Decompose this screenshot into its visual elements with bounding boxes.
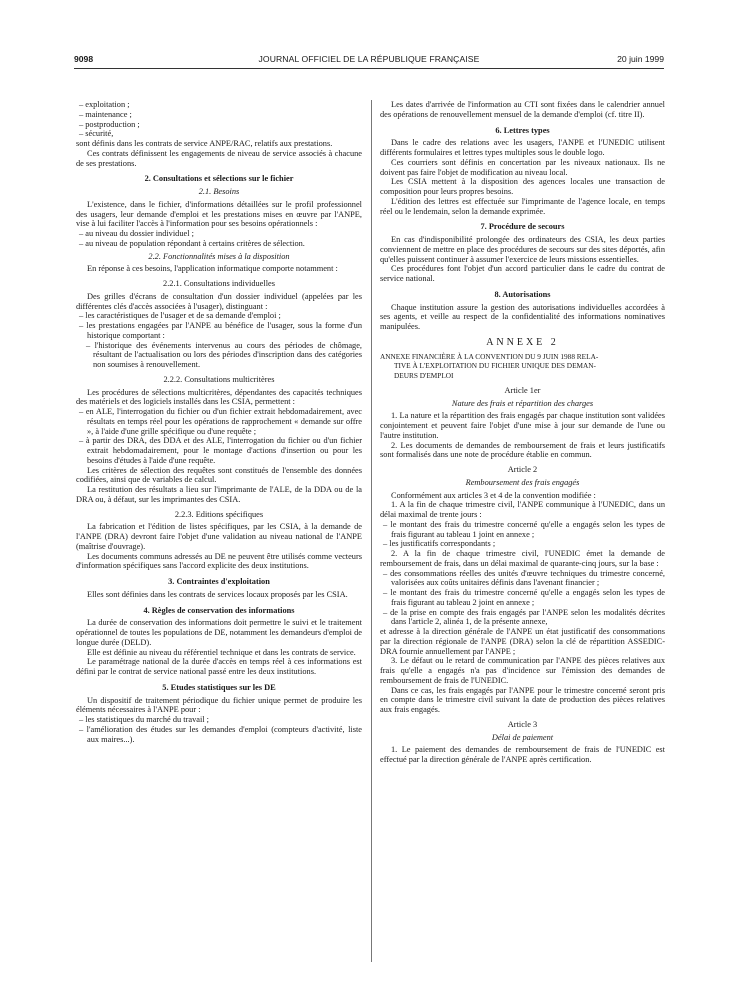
annex-title: ANNEXE 2 (486, 336, 559, 348)
article-subtitle: Délai de paiement (491, 732, 554, 742)
list-item: – les caractéristiques de l'usager et de sa demande d'emploi ; (79, 311, 281, 321)
section-heading: 8. Autorisations (494, 289, 551, 299)
paragraph: sont définis dans les contrats de service ANPE/RAC, relatifs aux prestations. (76, 139, 333, 148)
paragraph: Les dates d'arrivée de l'information au CTI sont fixées dans le calendrier annuel des opérations de renouvellement mensuel de la demande d'emploi (cf. titre II). (380, 100, 665, 119)
paragraph: Elle est définie au niveau du référentiel technique et dans les contrats de service. (87, 647, 356, 657)
list-item: – le montant des frais du trimestre concerné qu'elle a engagés selon les types de frais figurant au tableau 2 joint en annexe ; (383, 588, 665, 607)
annex-subtitle (380, 352, 665, 381)
paragraph: Elles sont définies dans les contrats de services locaux proposés par les CSIA. (87, 589, 348, 599)
paragraph: 1. A la fin de chaque trimestre civil, l'ANPE communique à l'UNEDIC, dans un délai maximal de trente jours : (380, 500, 665, 519)
paragraph: La durée de conservation des informations doit permettre le suivi et le traitement opérationnel de toutes les populations de DE, notamment les demandeurs d'emploi de longue durée (DELD). (76, 618, 362, 647)
paragraph: L'existence, dans le fichier, d'informations détaillées sur le profil professionnel des usagers, leur demande d'emploi et les prestations mises en œuvre par l'ANPE, vise à lui faciliter l'accès à l'information pour ses besoins opérationnels : (76, 199, 362, 229)
paragraph: Chaque institution assure la gestion des autorisations individuelles accordées à ses agents, et veille au respect de la confidentialité des informations nominatives manipulées. (380, 302, 665, 331)
paragraph: et adresse à la direction générale de l'ANPE un état justificatif des consommations par la direction régionale de l'ANPE (DRA) selon la clé de répartition ASSEDIC-DRA fournie annuellement par l'ANPE ; (380, 627, 665, 656)
paragraph: Le paramétrage national de la durée d'accès en temps réel à ces informations est défini par le contrat de service national passé entre les deux institutions. (76, 657, 362, 676)
section-heading: 2. Consultations et sélections sur le fichier (144, 174, 294, 184)
list-item: – les statistiques du marché du travail ; (79, 715, 209, 724)
page-header (74, 54, 664, 68)
section-heading: 5. Etudes statistiques sur les DE (162, 682, 276, 692)
list-item: – des consommations réelles des unités d'œuvre techniques du trimestre concerné, valorisées aux coûts unitaires définis dans l'avenant financier ; (383, 568, 665, 588)
paragraph: Des grilles d'écrans de consultation d'un dossier individuel (appelées par les différentes clés d'accès associées à l'usager), distinguant : (76, 291, 362, 311)
list-item: – l'amélioration des études sur les demandes d'emploi (compteurs d'activité, liste aux maires...). (79, 724, 362, 744)
annex-subtitle-line: DEURS D'EMPLOI (394, 371, 454, 380)
paragraph: Dans le cadre des relations avec les usagers, l'ANPE et l'UNEDIC utilisent différents formulaires et lettres types multiples sous le double logo. (380, 138, 665, 157)
section-heading: 3. Contraintes d'exploitation (168, 577, 270, 586)
paragraph: En cas d'indisponibilité prolongée des ordinateurs des CSIA, les deux parties conviennent de mettre en place des procédures de secours sur des sites déportés, afin qu'elles puissent continuer à assumer l'exercice de leurs missions essentielles. (380, 235, 665, 264)
column-divider (371, 100, 372, 962)
paragraph: Dans ce cas, les frais engagés par l'ANPE pour le trimestre concerné seront pris en compte dans le trimestre civil suivant la date de production des pièces relatives aux frais engagés. (380, 685, 665, 714)
subsection-heading: 2.2.2. Consultations multicritères (163, 374, 275, 384)
paragraph: Les critères de sélection des requêtes sont constitués de l'ensemble des données codifiées, ainsi que de variables de calcul. (76, 465, 362, 485)
subsection-heading: 2.1. Besoins (198, 187, 240, 196)
list-item: – les justificatifs correspondants ; (383, 539, 496, 549)
list-item: – les prestations engagées par l'ANPE au bénéfice de l'usager, sous la forme d'un historique comportant : (79, 321, 362, 340)
paragraph: Un dispositif de traitement périodique du fichier unique permet de produire les éléments nécessaires à l'ANPE pour : (76, 695, 362, 715)
publication-date: 20 juin 1999 (617, 54, 664, 64)
list-item: – au niveau du dossier individuel ; (79, 229, 194, 238)
article-subtitle: Remboursement des frais engagés (465, 477, 580, 487)
list-item: – de la prise en compte des frais engagés par l'ANPE selon les modalités décrites dans l'article 2, alinéa 1, de la présente annexe, (383, 607, 665, 627)
paragraph: Les CSIA mettent à la disposition des agences locales une transaction de composition pour leurs propres besoins. (380, 177, 665, 196)
section-heading: 7. Procédure de secours (480, 222, 565, 232)
list-item: – au niveau de population répondant à certains critères de sélection. (79, 238, 305, 248)
article-heading: Article 2 (507, 465, 538, 474)
list-item: – sécurité, (79, 129, 114, 139)
article-heading: Article 1er (504, 385, 541, 395)
paragraph: Les documents communs adressés au DE ne peuvent être utilisés comme vecteurs d'information spécifiques sans l'accord explicite des deux institutions. (76, 551, 362, 571)
annex-subtitle-line: TIVE À L'EXPLOITATION DU FICHIER UNIQUE DES DEMAN- (394, 361, 596, 371)
paragraph: 1. Le paiement des demandes de remboursement de frais de l'UNEDIC est effectué par la direction générale de l'ANPE après certification. (380, 745, 665, 764)
list-item: – postproduction ; (79, 119, 140, 129)
paragraph: 1. La nature et la répartition des frais engagés par chaque institution sont validées conjointement et peuvent faire l'objet d'une mise à jour sur demande de l'une ou l'autre institution. (380, 411, 665, 440)
paragraph: Ces procédures font l'objet d'un accord particulier dans le cadre du contrat de service national. (380, 264, 665, 283)
journal-title: JOURNAL OFFICIEL DE LA RÉPUBLIQUE FRANÇAISE (258, 54, 480, 64)
right-column (380, 100, 665, 765)
annex-subtitle-line: ANNEXE FINANCIÈRE À LA CONVENTION DU 9 JUIN 1988 RELA- (380, 351, 599, 361)
paragraph: Ces contrats définissent les engagements de niveau de service associés à chacune de ses prestations. (76, 148, 362, 168)
paragraph: L'édition des lettres est effectuée sur l'imprimante de l'agence locale, en temps réel ou le lendemain, selon la demande exprimée. (380, 196, 665, 216)
paragraph: Les procédures de sélections multicritères, dépendantes des capacités techniques des matériels et des logiciels installés dans les CSIA, permettent : (76, 387, 362, 407)
page-number: 9098 (74, 54, 94, 64)
subsection-heading: 2.2. Fonctionnalités mises à la disposition (148, 251, 290, 261)
paragraph: 2. Les documents de demandes de remboursement de frais et leurs justificatifs sont formalisés dans une note de procédure établie en commun. (380, 440, 665, 460)
paragraph: La restitution des résultats a lieu sur l'imprimante de l'ALE, de la DDA ou de la DRA ou, à défaut, sur les imprimantes des CSIA. (76, 485, 362, 504)
paragraph: En réponse à ces besoins, l'application informatique comporte notamment : (87, 264, 338, 274)
article-subtitle: Nature des frais et répartition des charges (451, 398, 594, 408)
section-heading: 4. Règles de conservation des informations (143, 605, 295, 615)
subsection-heading: 2.2.3. Editions spécifiques (174, 509, 264, 519)
paragraph: La fabrication et l'édition de listes spécifiques, par les CSIA, à la demande de l'ANPE (DRA) devront faire l'objet d'une validation au niveau national de l'ANPE (maîtrise d'ouvrage). (76, 522, 362, 551)
list-item: – exploitation ; (79, 100, 130, 109)
paragraph: 2. A la fin de chaque trimestre civil, l'UNEDIC émet la demande de remboursement de frais, dans un délai maximal de quarante-cinq jours, sur la base : (380, 549, 665, 568)
list-item: – l'historique des événements intervenus au cours des périodes de chômage, résultant de l'actualisation ou lors des périodes d'inscription dans des catégories non soumises à renouvellement. (86, 340, 362, 369)
header-rule (74, 68, 664, 69)
section-heading: 6. Lettres types (495, 125, 550, 135)
list-item: – maintenance ; (79, 109, 132, 119)
list-item: – à partir des DRA, des DDA et des ALE, l'interrogation du fichier ou d'un fichier extrait hebdomadairement, pour le montage d'actions d'insertion ou pour les besoins d'études à l'aide d'une requête. (79, 436, 362, 465)
paragraph: Conformément aux articles 3 et 4 de la convention modifiée : (391, 490, 596, 500)
subsection-heading: 2.2.1. Consultations individuelles (163, 279, 275, 288)
list-item: – en ALE, l'interrogation du fichier ou d'un fichier extrait hebdomadairement, avec résultats en temps réel pour les opérations de rapprochement « demande sur offre », à l'aide d'une grille spécifique ou d'une requête ; (79, 407, 362, 436)
article-heading: Article 3 (507, 719, 538, 729)
list-item: – le montant des frais du trimestre concerné qu'elle a engagés selon les types de frais figurant au tableau 1 joint en annexe ; (383, 519, 665, 539)
paragraph: 3. Le défaut ou le retard de communication par l'ANPE des pièces relatives aux frais qu'elle a engagés n'a pas d'incidence sur l'émission des demandes de remboursement de frais de l'UNEDIC. (380, 656, 665, 685)
paragraph: Ces courriers sont définis en concertation par les niveaux nationaux. Ils ne doivent pas faire l'objet de modification au niveau local. (380, 157, 665, 177)
left-column (76, 100, 362, 744)
